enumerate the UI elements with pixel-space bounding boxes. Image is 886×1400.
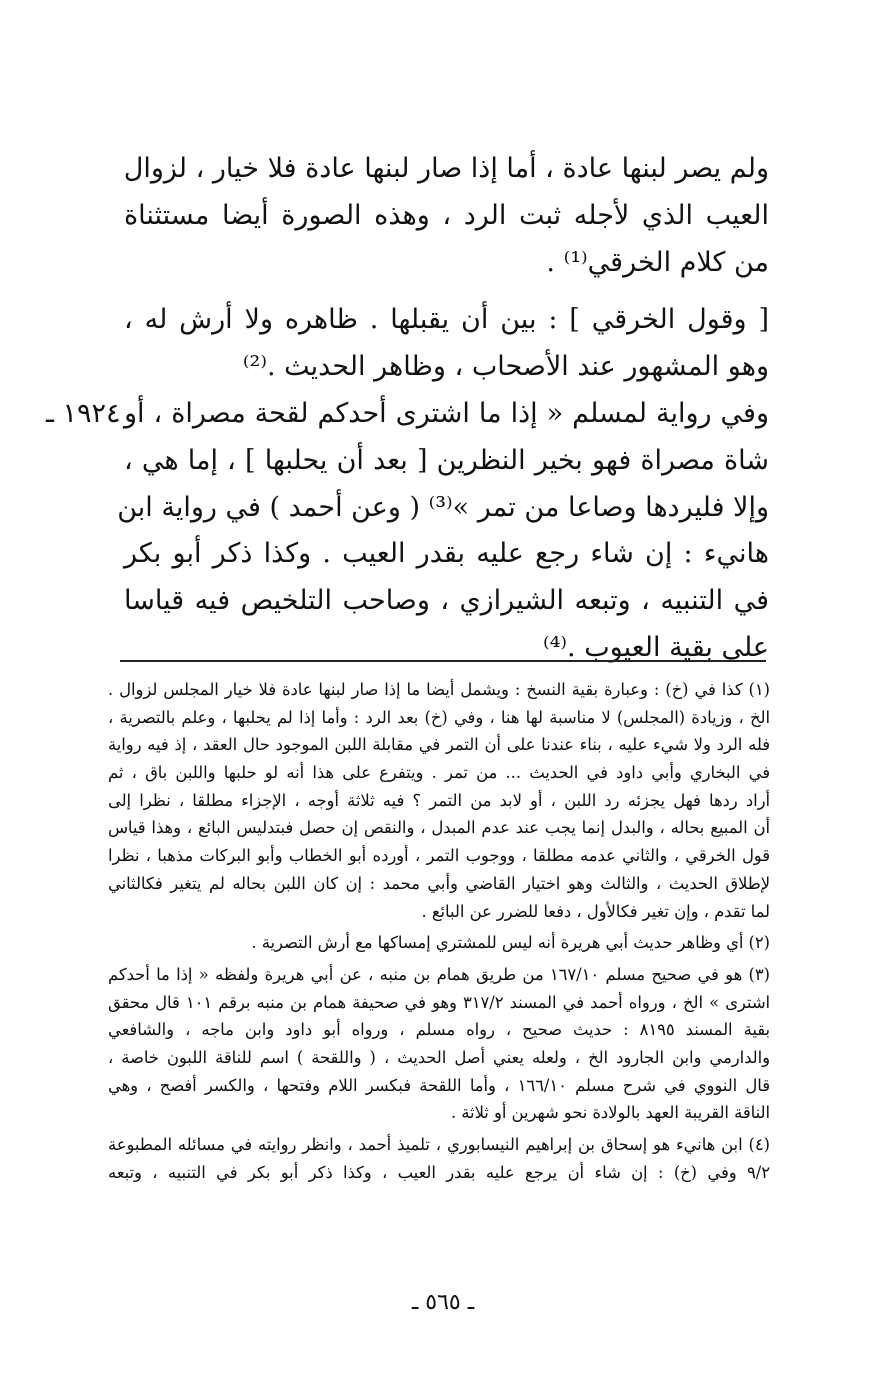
footnote-line: الخ ، وزيادة (المجلس) لا مناسبة لها هنا ، وفي (خ) بعد الرد : وأما إذا لم يحلبها ، وعلم بالتصرية ، [108, 707, 770, 727]
main-line-text: وفي رواية لمسلم « إذا ما اشترى أحدكم لقحة مصراة ، أو [124, 397, 769, 429]
footnote-line: لإطلاق الحديث ، والثالث وهو اختيار القاضي وأبي محمد : إن كان اللبن بحاله لم يتغير فكالثاني [108, 873, 770, 893]
footnote-line: (١) كذا في (خ) : وعبارة بقية النسخ : ويشمل أيضا ما إذا صار لبنها عادة فلا خيار المجلس لزوال . [108, 680, 770, 699]
footnote-line: لما تقدم ، وإن تغير فكالأول ، دفعا للضرر عن البائع . [421, 901, 770, 921]
main-line: وهو المشهور عند الأصحاب ، وظاهر الحديث .⁽²⁾ [242, 351, 769, 383]
footnote-line: قال النووي في شرح مسلم ١٦٦/١٠ ، وأما اللقحة فبكسر اللام وفتحها ، والكسر أفصح ، وهي [108, 1075, 770, 1095]
main-line-numbered [46, 391, 769, 438]
main-line: العيب الذي لأجله ثبت الرد ، وهذه الصورة أيضا مستثناة [124, 199, 769, 231]
footnote-line: (٤) ابن هانيء هو إسحاق بن إبراهيم النيسابوري ، تلميذ أحمد ، وانظر روايته في مسائله المطبوعة [108, 1135, 770, 1154]
footnote-line: بقية المسند ٨١٩٥ : حديث صحيح ، رواه مسلم ، ورواه أبو داود وابن ماجه ، والشافعي [108, 1020, 770, 1040]
footnote-line: أن المبيع بحاله ، والبدل إنما يجب عند عدم المبدل ، والنقص إن حصل فبتدليس البائع ، وهذا قياس [108, 818, 770, 838]
footnote-divider [120, 660, 766, 662]
main-line: هانيء : إن شاء رجع عليه بقدر العيب . وكذا ذكر أبو بكر [124, 538, 769, 570]
item-number: ١٩٢٤ ـ [46, 397, 121, 429]
page-number: ـ ٥٦٥ ـ [411, 1290, 475, 1315]
main-line: شاة مصراة فهو بخير النظرين [ بعد أن يحلبها ] ، إما هي ، [124, 444, 769, 476]
main-line: ولم يصر لبنها عادة ، أما إذا صار لبنها عادة فلا خيار ، لزوال [123, 153, 769, 184]
footnotes [108, 676, 770, 1186]
footnote-line: قول الخرقي ، والثاني عدمه مطلقا ، ووجوب التمر ، أورده أبو الخطاب وأبو البركات مذهبا ، نظرا [108, 846, 770, 866]
footnote-line: (٢) أي وظاهر حديث أبي هريرة أنه ليس للمشتري إمساكها مع أرش التصرية . [251, 933, 770, 953]
footnote-line: (٣) هو في صحيح مسلم ١٦٧/١٠ من طريق همام بن منبه ، عن أبي هريرة ولفظه « إذا ما أحدكم [108, 964, 770, 984]
main-line: [ وقول الخرقي ] : بين أن يقبلها . ظاهره ولا أرش له ، [124, 304, 769, 336]
main-line: في التنبيه ، وتبعه الشيرازي ، وصاحب التلخيص فيه قياسا [124, 585, 769, 617]
footnote-line: والدارمي وابن الجارود الخ ، ولعله يعني أصل الحديث ، ( واللقحة ) اسم للناقة اللبون خاصة ، [108, 1047, 770, 1067]
footnote-line: أراد ردها فهل يجزئه رد اللبن ، أو لابد من التمر ؟ فيه ثلاثة أوجه ، الإجزاء مطلقا ، نظرا إلى [108, 790, 770, 810]
main-line: على بقية العيوب .⁽⁴⁾ [542, 631, 769, 663]
footnote-line: ٩/٢ وفي (خ) : إن شاء أن يرجع عليه بقدر العيب ، وكذا ذكر أبو بكر في التنبيه ، وتبعه [108, 1162, 770, 1182]
footnote-line: الناقة القريبة العهد بالولادة نحو شهرين أو ثلاثة . [450, 1103, 770, 1123]
main-line: وإلا فليردها وصاعا من تمر »⁽³⁾ ( وعن أحمد ) في رواية ابن [117, 491, 769, 523]
footnote-line: في البخاري وأبي داود في الحديث ... من تمر . ويتفرع على هذا أنه لو حلبها واللبن باق ، ثم [108, 763, 770, 783]
main-line: من كلام الخرقي⁽¹⁾ . [546, 246, 769, 278]
main-text [46, 146, 769, 672]
footnote-line: اشترى » الخ ، ورواه أحمد في المسند ٣١٧/٢ وهو في صحيفة همام بن منبه برقم ١٠١ قال محقق [108, 992, 770, 1012]
footnote-line: فله الرد ولا شيء عليه ، بناء عندنا على أن التمر في مقابلة اللبن الموجود حال العقد ، إذ فيه رواية [108, 735, 771, 755]
